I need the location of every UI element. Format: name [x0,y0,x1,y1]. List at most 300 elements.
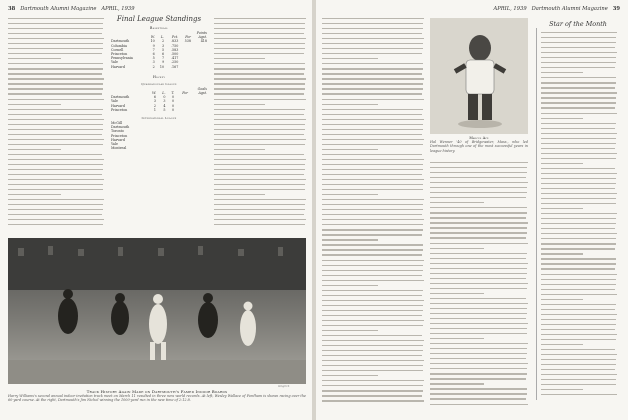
text-line [322,73,422,74]
text-line [541,153,617,154]
right-page-number: 39 [612,6,620,12]
text-line [541,369,615,370]
text-line [322,350,423,351]
text-line [430,303,528,304]
text-line [541,128,615,129]
text-line [322,254,422,255]
text-line [214,149,265,150]
text-line [541,173,617,174]
text-line [430,182,528,183]
hockey-value-cell: 3 [153,99,157,104]
text-line [541,113,617,114]
text-line [322,335,422,336]
hockey-value-cell: 5 [163,107,166,112]
basketball-value-cell: 10 [159,64,165,69]
text-line [430,192,527,193]
text-line [322,154,422,155]
text-line [322,219,424,220]
basketball-value-cell: .500 [170,52,179,57]
text-line [430,404,528,405]
text-line [430,278,526,279]
hockey-international-table [110,121,208,150]
text-line [322,48,423,49]
text-line [322,265,423,266]
text-line [8,214,102,215]
text-line [541,213,617,214]
text-line [322,38,424,39]
text-line [322,169,423,170]
text-line [322,214,422,215]
hockey-value-cell: 0 [171,99,175,104]
text-line [541,248,615,249]
standings-box [110,15,208,233]
text-line [541,374,617,375]
text-line [214,99,306,100]
text-line [430,273,527,274]
player-portrait-image [430,18,528,134]
right-page-header [494,6,621,12]
text-line [322,184,423,185]
text-line [8,93,102,94]
text-line [541,344,583,345]
basketball-value-cell: 9 [162,60,165,65]
text-line [541,329,615,330]
text-line [541,389,583,390]
basketball-team-cell: Cornell [111,47,124,52]
text-line [8,58,61,59]
text-line [322,99,424,100]
basketball-value-cell: .250 [170,60,179,65]
text-line [8,33,102,34]
text-line [322,224,423,225]
text-line [541,203,616,204]
text-line [541,168,615,169]
basketball-value-cell: 5 [162,47,165,52]
text-line [322,315,422,316]
text-line [8,124,103,125]
text-line [322,234,422,235]
right-issue-date: APRIL, 1939 [493,6,527,12]
text-line [541,263,616,264]
hockey-heading: Hockey [152,74,166,79]
star-of-the-month-title: Star of the Month [549,20,607,28]
text-line [322,345,423,346]
text-line [541,354,617,355]
text-line [541,77,616,78]
text-line [430,313,527,314]
text-line [214,199,306,200]
hockey-international-value-cell [201,146,208,150]
basketball-value-cell: 6 [152,52,155,57]
text-line [8,189,103,190]
left-column-3-text [214,18,306,233]
basketball-column-header: L. [160,35,165,40]
hockey-international-row [110,146,208,150]
text-line [541,143,616,144]
text-line [541,324,616,325]
left-magazine-title: Dartmouth Alumni Magazine [20,6,97,12]
text-line [430,232,527,233]
text-line [322,204,423,205]
text-line [8,184,103,185]
text-line [430,348,527,349]
left-page-header [8,6,135,12]
text-line [322,194,378,195]
text-line [214,154,304,155]
text-line [322,370,423,371]
text-line [430,308,527,309]
text-line [214,73,304,74]
text-line [8,164,103,165]
text-line [541,138,616,139]
text-line [322,93,422,94]
text-line [214,214,304,215]
basketball-row [110,65,208,69]
text-line [322,88,423,89]
text-line [541,223,616,224]
hockey-team-cell: Yale [111,99,118,104]
text-line [430,162,528,163]
text-line [430,227,527,228]
text-line [322,330,378,331]
left-page-number: 38 [8,6,16,12]
right-column-1-text [322,18,424,408]
text-line [322,139,424,140]
text-line [541,37,616,38]
text-line [322,109,423,110]
basketball-value-cell: 538 [184,39,191,44]
text-line [541,304,616,305]
text-line [322,149,378,150]
text-line [541,208,583,209]
text-line [541,72,583,73]
hockey-international-team-cell: Yale [111,142,118,147]
text-line [322,320,424,321]
hockey-value-cell: 4 [163,103,166,108]
text-line [541,163,583,164]
text-line [8,119,104,120]
standings-title: Final League Standings [116,15,202,23]
text-line [322,249,423,250]
text-line [541,62,616,63]
text-line [430,338,484,339]
text-line [541,193,617,194]
basketball-value-cell: .750 [170,43,179,48]
text-line [214,124,305,125]
text-line [214,179,306,180]
text-line [541,289,615,290]
text-line [430,318,526,319]
text-line [214,194,265,195]
text-line [322,355,422,356]
hockey-row [110,108,208,112]
text-line [322,199,424,200]
text-line [8,159,104,160]
hockey-international-team-cell: McGill [111,121,123,126]
text-line [322,229,423,230]
text-line [430,363,528,364]
text-line [541,394,617,395]
text-line [322,144,423,145]
text-line [322,260,424,261]
text-line [214,144,305,145]
text-line [322,124,423,125]
text-line [430,207,527,208]
text-line [8,194,61,195]
basketball-value-cell: .833 [170,39,179,44]
hockey-team-cell: Harvard [111,103,125,108]
text-line [541,319,616,320]
text-line [322,375,378,376]
track-photo-image [8,238,306,384]
text-line [430,243,528,244]
basketball-value-cell: .167 [170,64,179,69]
hockey-value-cell [175,108,189,112]
basketball-team-cell: Pennsylvania [111,56,133,61]
hockey-international-team-cell: Princeton [111,133,128,138]
text-line [541,133,617,134]
hockey-column-header: T. [171,91,175,96]
hockey-column-header: L. [162,91,166,96]
basketball-value-cell: 2 [152,64,155,69]
text-line [541,183,616,184]
text-line [8,43,103,44]
text-line [430,393,527,394]
text-line [430,283,528,284]
track-photo-credit: Gingrich [278,385,290,388]
text-line [430,187,527,188]
text-line [322,129,423,130]
text-line [322,43,423,44]
hockey-column-header: Agst. [198,91,207,96]
text-line [214,93,304,94]
text-line [8,129,103,130]
text-line [322,119,424,120]
text-line [430,383,484,384]
text-line [8,219,104,220]
basketball-value-cell: 7 [152,47,155,52]
text-line [8,199,104,200]
hockey-value-cell: 0 [163,95,166,100]
basketball-team-cell: Yale [111,60,118,65]
hockey-quadrangular-heading: Quadrangular League [141,81,177,86]
text-line [322,275,422,276]
hockey-quadrangular-table [110,87,208,112]
text-line [8,109,103,110]
basketball-value-cell [192,65,208,69]
basketball-value-cell: 418 [200,39,207,44]
player-photo-title: Marcus Ace [469,136,489,140]
text-line [430,253,527,254]
hockey-team-cell: Princeton [111,107,128,112]
text-line [322,189,423,190]
text-line [322,63,423,64]
text-line [541,253,583,254]
text-line [322,28,423,29]
left-page [0,0,312,420]
hockey-value-cell: 1 [153,107,157,112]
hockey-value-cell: 0 [171,107,175,112]
text-line [430,177,526,178]
text-line [214,43,305,44]
basketball-value-cell: .417 [170,56,179,61]
basketball-value-cell: 6 [162,52,165,57]
text-line [8,78,104,79]
text-line [322,239,378,240]
basketball-value-cell: 5 [152,56,155,61]
text-line [322,385,423,386]
text-line [214,189,305,190]
text-line [430,222,528,223]
basketball-column-header: Agst. [198,35,207,40]
text-line [214,209,305,210]
right-column-2-text [430,162,528,410]
text-line [541,158,616,159]
text-line [541,359,616,360]
text-line [8,204,103,205]
left-issue-date: APRIL, 1939 [101,6,135,12]
basketball-value-cell: 7 [162,56,165,61]
text-line [430,378,526,379]
text-line [214,23,305,24]
text-line [322,270,423,271]
basketball-team-cell: Princeton [111,52,128,57]
basketball-value-cell: 10 [150,39,155,44]
hockey-international-team-cell: Harvard [111,137,125,142]
text-line [541,228,615,229]
text-line [322,390,423,391]
text-line [430,373,527,374]
text-line [214,184,305,185]
text-line [430,258,526,259]
text-line [214,129,305,130]
text-line [214,28,305,29]
text-line [8,134,102,135]
basketball-value-cell: 3 [162,43,165,48]
text-line [214,78,306,79]
basketball-value-cell: 9 [152,43,155,48]
text-line [322,300,424,301]
text-line [8,179,104,180]
track-photo-caption-block [8,389,306,417]
player-portrait-photo [430,18,528,134]
text-line [8,53,102,54]
text-line [214,33,304,34]
text-line [214,48,305,49]
text-line [322,285,378,286]
text-line [322,325,423,326]
hockey-value-cell: 0 [171,103,175,108]
text-line [541,339,616,340]
left-column-1-text [8,18,104,233]
text-line [214,63,305,64]
text-line [322,164,423,165]
basketball-table [110,31,208,69]
text-line [214,68,305,69]
text-line [430,197,526,198]
text-line [8,174,102,175]
text-line [8,23,103,24]
text-line [8,139,104,140]
basketball-points-header: Points [196,31,207,35]
text-line [8,209,103,210]
text-line [430,268,527,269]
text-line [430,398,526,399]
basketball-column-header: Pct. [171,35,179,40]
text-line [214,58,265,59]
text-line [541,32,617,33]
text-line [322,290,423,291]
text-line [214,224,305,225]
text-line [322,280,424,281]
text-line [214,18,306,19]
text-line [322,380,424,381]
text-line [541,379,616,380]
text-line [541,97,616,98]
text-line [8,149,61,150]
text-line [322,360,424,361]
text-line [214,53,304,54]
text-line [430,248,484,249]
basketball-team-cell: Columbia [111,43,127,48]
text-line [322,23,423,24]
text-line [322,53,422,54]
text-line [214,119,306,120]
hockey-goals-header: Goals [197,86,207,91]
text-line [541,82,616,83]
hockey-value-cell: 6 [153,95,157,100]
text-line [541,258,616,259]
text-line [8,104,61,105]
text-line [322,310,423,311]
text-line [430,388,527,389]
text-line [214,134,304,135]
player-photo-caption: Hal Wenner '40 of Bridgewater, Mass., who led Dartmouth through one of the most successful years in league history. [430,140,528,153]
text-line [430,263,528,264]
text-line [541,52,617,53]
text-line [214,159,306,160]
basketball-value-cell [179,65,192,69]
right-magazine-title: Dartmouth Alumni Magazine [531,6,608,12]
hockey-team-cell: Dartmouth [111,95,130,100]
hockey-international-heading: International League [141,116,177,121]
basketball-value-cell: .583 [170,47,179,52]
text-line [541,188,615,189]
text-line [322,78,424,79]
hockey-value-cell: 2 [153,103,157,108]
text-line [322,33,422,34]
text-line [541,384,616,385]
text-line [322,18,424,19]
text-line [214,38,306,39]
text-line [8,73,102,74]
text-line [430,167,527,168]
text-line [8,154,102,155]
basketball-column-header: For [185,35,191,40]
text-line [322,68,423,69]
text-line [8,99,104,100]
text-line [322,244,423,245]
text-line [8,68,103,69]
text-line [322,305,423,306]
text-line [541,349,615,350]
text-line [214,204,305,205]
text-line [214,109,305,110]
text-line [541,42,616,43]
text-line [430,328,527,329]
text-line [322,134,422,135]
text-line [8,18,104,19]
